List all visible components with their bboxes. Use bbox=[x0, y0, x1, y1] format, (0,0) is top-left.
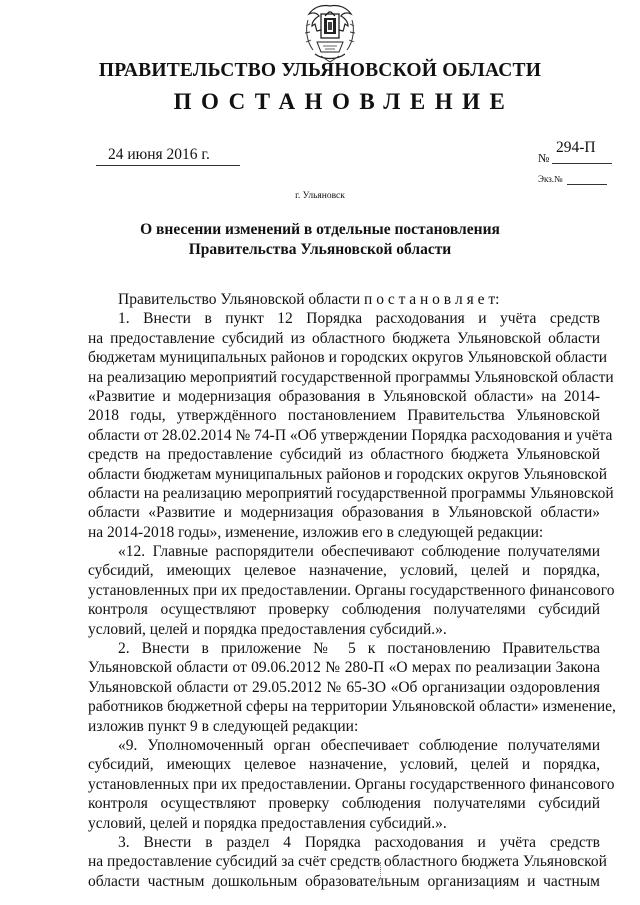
body-line: Ульяновской области от 09.06.2012 № 280-П «О мерах по реализации Закона bbox=[88, 659, 600, 677]
body-line: «12. Главные распорядители обеспечивают соблюдение получателями bbox=[118, 543, 600, 561]
body-line: изложив пункт 9 в следующей редакции: bbox=[88, 717, 359, 735]
number-underline bbox=[552, 163, 612, 164]
body-line: на предоставление субсидий из областного бюджета Ульяновской области bbox=[88, 329, 600, 347]
body-line: 2. Внести в приложение № 5 к постановлению Правительства bbox=[118, 640, 600, 658]
body-line: области бюджетам муниципальных районов и городских округов Ульяновской bbox=[88, 465, 608, 483]
body-line: работников бюджетной сферы на территории Ульяновской области» изменение, bbox=[88, 698, 616, 716]
body-line: на реализацию мероприятий государственной программы Ульяновской области bbox=[88, 368, 614, 386]
body-line: 2018 годы, утверждённого постановлением Правительства Ульяновской bbox=[88, 407, 600, 425]
body-line: области «Развитие и модернизация образования в Ульяновской области» bbox=[88, 504, 600, 522]
document-date: 24 июня 2016 г. bbox=[108, 146, 210, 163]
body-line: условий, целей и порядка предоставления субсидий.». bbox=[88, 620, 447, 638]
document-title bbox=[0, 220, 640, 260]
body-line: 3. Внести в раздел 4 Порядка расходования и учёта средств bbox=[118, 833, 600, 851]
body-line: Ульяновской области от 29.05.2012 № 65-ЗО «Об организации оздоровления bbox=[88, 678, 600, 696]
body-line: субсидий, имеющих целевое назначение, условий, целей и порядка, bbox=[88, 756, 600, 774]
body-line: субсидий, имеющих целевое назначение, условий, целей и порядка, bbox=[88, 562, 600, 580]
city-label: г. Ульяновск bbox=[295, 191, 345, 201]
body-line: контроля осуществляют проверку соблюдения получателями субсидий bbox=[88, 601, 600, 619]
body-line: на 2014-2018 годы», изменение, изложив его в следующей редакции: bbox=[88, 523, 544, 541]
copy-number-underline bbox=[567, 184, 607, 185]
body-line: на предоставление субсидий за счёт средств областного бюджета Ульяновской bbox=[88, 853, 607, 871]
body-line: «Развитие и модернизация образования в Ульяновской области» на 2014- bbox=[88, 387, 600, 405]
document-body bbox=[88, 290, 616, 891]
body-line: области частным дошкольным образовательным организациям и частным bbox=[88, 872, 600, 890]
body-line: бюджетам муниципальных районов и городских округов Ульяновской области bbox=[88, 349, 608, 367]
body-line: области на реализацию мероприятий государственной программы Ульяновской bbox=[88, 484, 614, 502]
body-line: контроля осуществляют проверку соблюдения получателями субсидий bbox=[88, 795, 600, 813]
number-sign: № bbox=[538, 151, 550, 165]
body-line: Правительство Ульяновской области п о с т а н о в л я е т: bbox=[118, 291, 500, 308]
title-line-2: Правительства Ульяновской области bbox=[188, 241, 452, 258]
title-line-1: О внесении изменений в отдельные постановления bbox=[140, 221, 500, 238]
document-number: 294-П bbox=[556, 139, 596, 156]
government-name: ПРАВИТЕЛЬСТВО УЛЬЯНОВСКОЙ ОБЛАСТИ bbox=[98, 60, 542, 81]
body-line: области от 28.02.2014 № 74-П «Об утверждении Порядка расходования и учёта bbox=[88, 426, 613, 444]
coat-of-arms-emblem bbox=[303, 2, 357, 64]
body-line: условий, целей и порядка предоставления субсидий.». bbox=[88, 814, 447, 832]
body-line: установленных при их предоставлении. Органы государственного финансового bbox=[88, 581, 615, 599]
body-line: установленных при их предоставлении. Органы государственного финансового bbox=[88, 775, 615, 793]
document-type-heading: ПОСТАНОВЛЕНИЕ bbox=[173, 89, 515, 114]
body-line: средств на предоставление субсидий из областного бюджета Ульяновской bbox=[88, 446, 600, 464]
body-line: «9. Уполномоченный орган обеспечивает соблюдение получателями bbox=[118, 736, 600, 754]
scan-mark bbox=[380, 862, 383, 878]
copy-number-label: Экз.№ bbox=[538, 174, 563, 184]
date-underline bbox=[96, 165, 240, 166]
body-line: 1. Внести в пункт 12 Порядка расходования и учёта средств bbox=[118, 310, 600, 328]
